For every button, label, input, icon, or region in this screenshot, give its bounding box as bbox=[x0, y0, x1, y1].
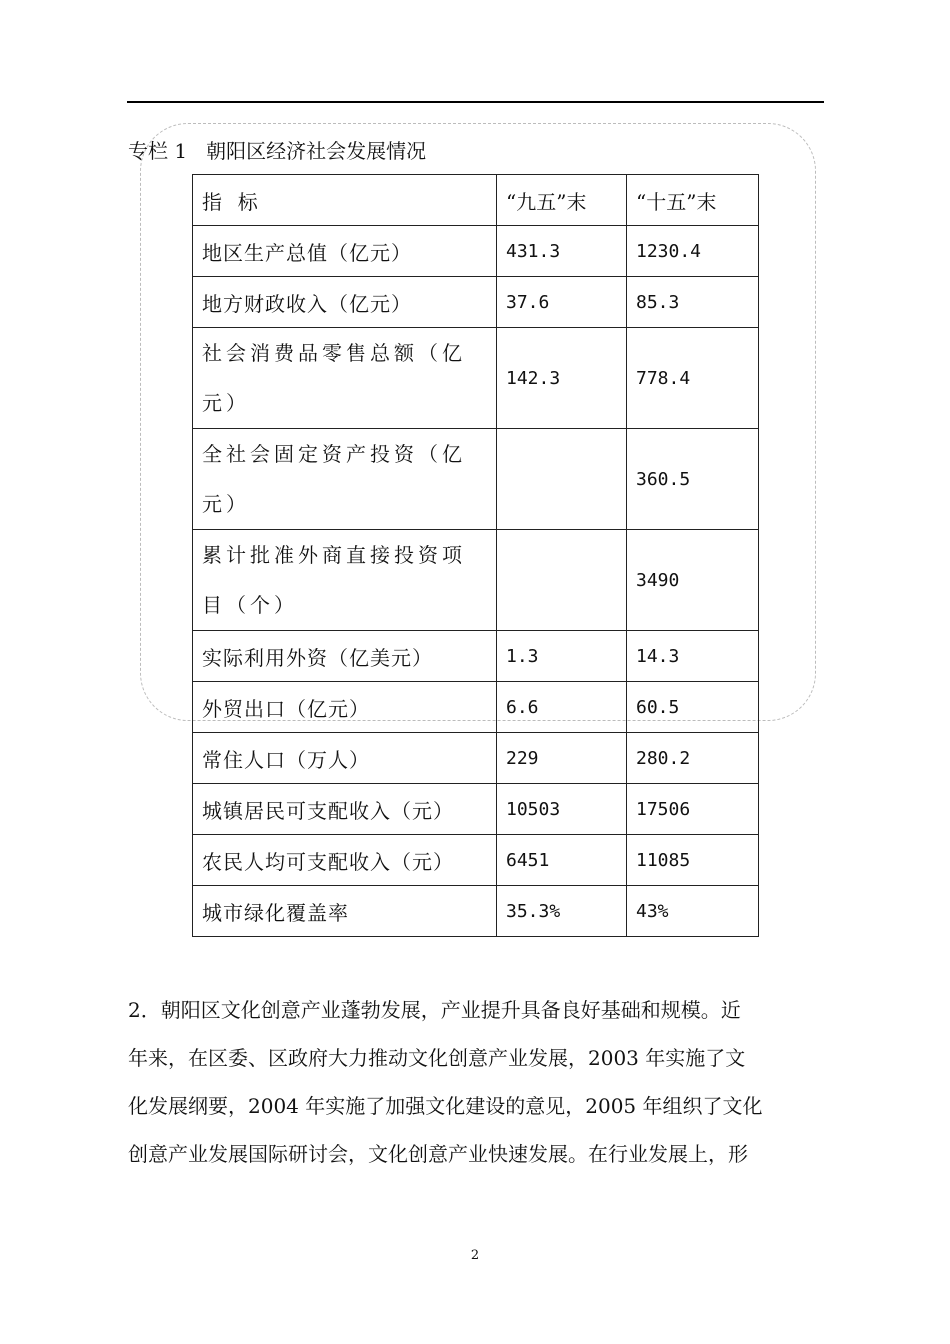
paragraph-line: 年来，在区委、区政府大力推动文化创意产业发展，2003 年实施了文 bbox=[128, 1046, 746, 1070]
row-label: 全社会固定资产投资（亿元） bbox=[193, 429, 497, 530]
table-row bbox=[193, 429, 759, 530]
row-value-95: 10503 bbox=[497, 784, 627, 835]
table-row bbox=[193, 835, 759, 886]
table-row bbox=[193, 682, 759, 733]
row-value-15: 3490 bbox=[627, 530, 759, 631]
paragraph-line: 化发展纲要，2004 年实施了加强文化建设的意见，2005 年组织了文化 bbox=[128, 1094, 763, 1118]
stats-table bbox=[192, 174, 759, 937]
table-row bbox=[193, 530, 759, 631]
row-label: 社会消费品零售总额（亿元） bbox=[193, 328, 497, 429]
row-value-15: 43% bbox=[627, 886, 759, 937]
table-row bbox=[193, 226, 759, 277]
row-label: 城镇居民可支配收入（元） bbox=[193, 784, 497, 835]
row-value-15: 280.2 bbox=[627, 733, 759, 784]
table-row bbox=[193, 886, 759, 937]
row-label: 城市绿化覆盖率 bbox=[193, 886, 497, 937]
body-paragraph bbox=[128, 986, 828, 1178]
header-rule bbox=[127, 101, 824, 103]
row-value-15: 360.5 bbox=[627, 429, 759, 530]
row-value-95 bbox=[497, 530, 627, 631]
row-label: 累计批准外商直接投资项目（个） bbox=[193, 530, 497, 631]
row-value-95: 1.3 bbox=[497, 631, 627, 682]
header-indicator: 指 标 bbox=[193, 175, 497, 226]
row-value-95: 35.3% bbox=[497, 886, 627, 937]
row-label: 外贸出口（亿元） bbox=[193, 682, 497, 733]
row-value-15: 14.3 bbox=[627, 631, 759, 682]
table-row bbox=[193, 328, 759, 429]
header-tenth-fyp: “十五”末 bbox=[627, 175, 759, 226]
row-value-15: 85.3 bbox=[627, 277, 759, 328]
row-value-95: 142.3 bbox=[497, 328, 627, 429]
table-row bbox=[193, 733, 759, 784]
row-value-95: 431.3 bbox=[497, 226, 627, 277]
row-value-95: 6.6 bbox=[497, 682, 627, 733]
row-value-95: 229 bbox=[497, 733, 627, 784]
row-label: 地区生产总值（亿元） bbox=[193, 226, 497, 277]
table-row bbox=[193, 277, 759, 328]
row-label: 地方财政收入（亿元） bbox=[193, 277, 497, 328]
row-value-15: 60.5 bbox=[627, 682, 759, 733]
table-row bbox=[193, 784, 759, 835]
row-value-15: 11085 bbox=[627, 835, 759, 886]
row-label: 农民人均可支配收入（元） bbox=[193, 835, 497, 886]
row-value-15: 778.4 bbox=[627, 328, 759, 429]
row-label: 实际利用外资（亿美元） bbox=[193, 631, 497, 682]
row-label: 常住人口（万人） bbox=[193, 733, 497, 784]
paragraph-line: 2．朝阳区文化创意产业蓬勃发展，产业提升具备良好基础和规模。近 bbox=[128, 998, 741, 1022]
row-value-15: 17506 bbox=[627, 784, 759, 835]
row-value-95: 37.6 bbox=[497, 277, 627, 328]
row-value-95: 6451 bbox=[497, 835, 627, 886]
table-caption: 专栏 1 朝阳区经济社会发展情况 bbox=[128, 139, 427, 163]
page-number: 2 bbox=[470, 1248, 480, 1263]
table-row bbox=[193, 631, 759, 682]
table-header-row bbox=[193, 175, 759, 226]
row-value-15: 1230.4 bbox=[627, 226, 759, 277]
header-ninth-fyp: “九五”末 bbox=[497, 175, 627, 226]
paragraph-line: 创意产业发展国际研讨会，文化创意产业快速发展。在行业发展上，形 bbox=[128, 1142, 748, 1166]
row-value-95 bbox=[497, 429, 627, 530]
